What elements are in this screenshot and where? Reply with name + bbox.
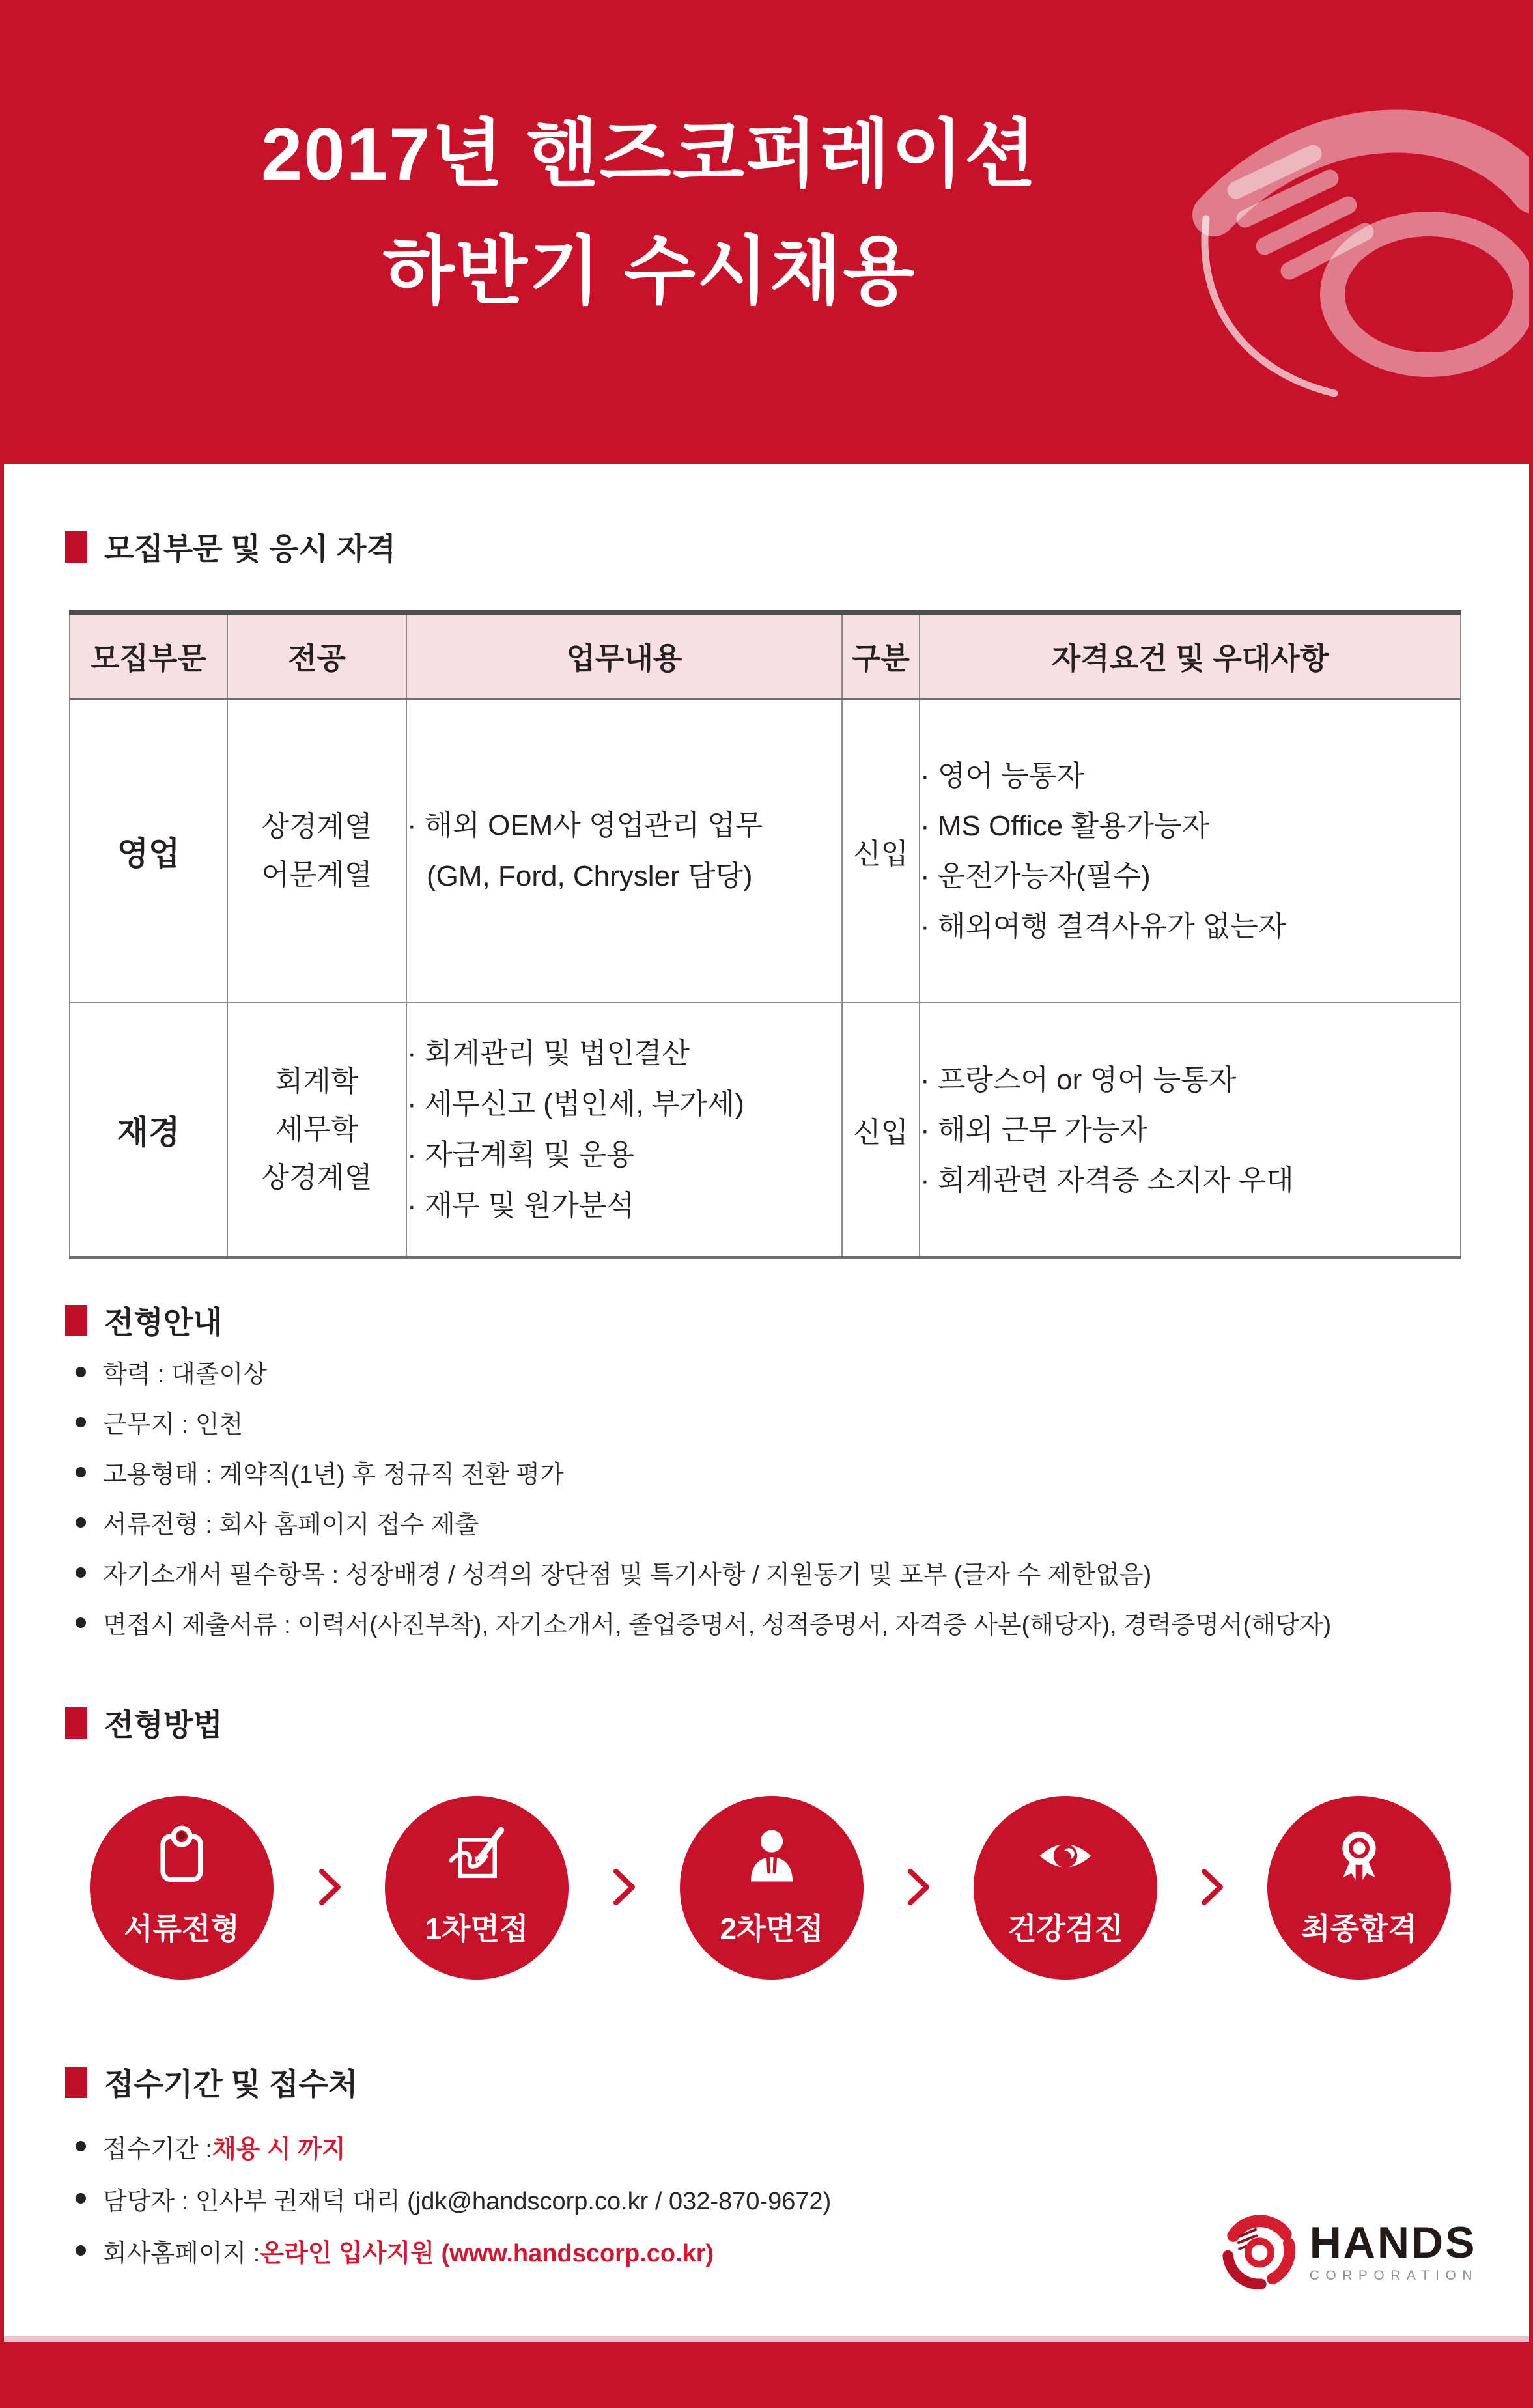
- bullet-dot-icon: [76, 1417, 86, 1427]
- section-bullet-square: [65, 1305, 87, 1336]
- page-left-border: [0, 0, 4, 2408]
- section-head-guide: [65, 1298, 223, 1342]
- process-step-label: 1차면접: [425, 1912, 529, 1946]
- guide-item-text: 근무지 : 인천: [103, 1411, 244, 1438]
- list-item: [69, 1347, 1474, 1397]
- cell-major: 회계학 세무학 상경계열: [227, 1003, 406, 1258]
- col-header-duties: 업무내용: [406, 613, 842, 699]
- chevron-right-icon: [611, 1868, 637, 1907]
- cell-duties: · 회계관리 및 법인결산 · 세무신고 (법인세, 부가세) · 자금계획 및 운용 · 재무 및 원가분석: [406, 1003, 842, 1258]
- recruit-table-wrap: [69, 610, 1460, 1259]
- cell-type: 신입: [842, 699, 920, 1003]
- col-header-quals: 자격요건 및 우대사항: [920, 613, 1461, 699]
- recruit-table: [69, 610, 1461, 1259]
- recruit-table-header-row: [70, 613, 1461, 699]
- page-right-border: [1529, 0, 1533, 2408]
- guide-list: [69, 1347, 1474, 1647]
- apply-item-accent: 온라인 입사지원 (www.handscorp.co.kr): [260, 2239, 714, 2267]
- cell-type: 신입: [842, 1003, 920, 1258]
- hero-header: [0, 0, 1533, 464]
- list-item: [69, 1547, 1474, 1597]
- clipboard-icon: [150, 1822, 213, 1890]
- process-step-label: 서류전형: [124, 1912, 240, 1946]
- logo-text: [1309, 2217, 1478, 2283]
- edit-check-icon: [445, 1822, 508, 1890]
- section-title-process: 전형방법: [104, 1707, 223, 1742]
- process-step-documents: [90, 1796, 274, 1980]
- section-title-apply: 접수기간 및 접수처: [104, 2067, 358, 2101]
- bullet-dot-icon: [76, 2193, 86, 2204]
- col-header-major: 전공: [227, 613, 406, 699]
- cell-major: 상경계열 어문계열: [227, 699, 406, 1003]
- footer-red-bar: [0, 2342, 1533, 2408]
- table-row: [70, 1003, 1461, 1258]
- chevron-right-icon: [316, 1868, 343, 1907]
- section-head-process: [65, 1701, 223, 1744]
- col-header-type: 구분: [842, 613, 920, 699]
- section-bullet-square: [65, 2067, 87, 2098]
- list-item: [69, 1447, 1474, 1497]
- eye-icon: [1033, 1822, 1098, 1890]
- process-step-label: 건강검진: [1007, 1912, 1123, 1946]
- apply-item-prefix: 회사홈페이지 :: [103, 2239, 260, 2267]
- cell-duties: · 해외 OEM사 영업관리 업무 (GM, Ford, Chrysler 담당): [406, 699, 842, 1003]
- list-item: [69, 1497, 1474, 1547]
- table-row: [70, 699, 1461, 1003]
- guide-item-text: 자기소개서 필수항목 : 성장배경 / 성격의 장단점 및 특기사항 / 지원동기 및 포부 (글자 수 제한없음): [103, 1561, 1152, 1589]
- process-step-second-interview: [680, 1796, 864, 1980]
- cell-dept: 영업: [70, 699, 227, 1003]
- guide-item-text: 학력 : 대졸이상: [103, 1361, 267, 1388]
- footer-pink-divider: [0, 2336, 1533, 2342]
- section-bullet-square: [65, 531, 87, 563]
- guide-item-text: 서류전형 : 회사 홈페이지 접수 제출: [103, 1511, 479, 1539]
- cell-quals: · 영어 능통자 · MS Office 활용가능자 · 운전가능자(필수) · 해외여행 결격사유가 없는자: [920, 699, 1461, 1003]
- chevron-right-icon: [1199, 1868, 1225, 1907]
- section-head-recruit: [65, 525, 396, 568]
- cell-dept: 재경: [70, 1003, 227, 1258]
- list-item: [69, 2120, 1474, 2172]
- apply-item-accent: 채용 시 까지: [212, 2135, 346, 2163]
- poster-title: [0, 96, 1299, 331]
- process-step-first-interview: [385, 1796, 569, 1980]
- guide-item-text: 면접시 제출서류 : 이력서(사진부착), 자기소개서, 졸업증명서, 성적증명서, 자격증 사본(해당자), 경력증명서(해당자): [103, 1612, 1332, 1639]
- bullet-dot-icon: [76, 1467, 86, 1477]
- bullet-dot-icon: [76, 2141, 86, 2151]
- bullet-dot-icon: [76, 2245, 86, 2256]
- process-step-label: 2차면접: [720, 1912, 824, 1946]
- chevron-right-icon: [905, 1868, 931, 1907]
- logo-brand-text: HANDS: [1309, 2217, 1477, 2267]
- bullet-dot-icon: [76, 1517, 86, 1528]
- logo-sub-text: CORPORATION: [1309, 2267, 1478, 2283]
- list-item: [69, 1397, 1474, 1447]
- process-step-health-check: [974, 1796, 1157, 1980]
- bullet-dot-icon: [76, 1367, 86, 1377]
- medal-icon: [1328, 1822, 1390, 1890]
- person-icon: [740, 1822, 803, 1890]
- hands-corporation-logo: [1221, 2213, 1478, 2289]
- cell-quals: · 프랑스어 or 영어 능통자 · 해외 근무 가능자 · 회계관련 자격증 소지자 우대: [920, 1003, 1461, 1258]
- process-step-label: 최종합격: [1301, 1912, 1417, 1946]
- list-item: [69, 1597, 1474, 1647]
- bullet-dot-icon: [76, 1617, 86, 1628]
- section-head-apply: [65, 2060, 358, 2104]
- process-step-final-pass: [1267, 1796, 1451, 1980]
- hands-logo-emblem-icon: [1221, 2213, 1298, 2289]
- apply-item-prefix: 담당자 : 인사부 권재덕 대리 (jdk@handscorp.co.kr / 032-870-9672): [103, 2187, 832, 2215]
- section-bullet-square: [65, 1707, 87, 1739]
- apply-item-prefix: 접수기간 :: [103, 2135, 212, 2163]
- bullet-dot-icon: [76, 1567, 86, 1578]
- col-header-dept: 모집부문: [70, 613, 227, 699]
- section-title-guide: 전형안내: [104, 1305, 223, 1339]
- poster-title-line2: 하반기 수시채용: [382, 231, 916, 313]
- poster-title-line1: 2017년 핸즈코퍼레이션: [260, 113, 1038, 196]
- section-title-recruit: 모집부문 및 응시 자격: [104, 531, 396, 566]
- guide-item-text: 고용형태 : 계약직(1년) 후 정규직 전환 평가: [103, 1461, 564, 1489]
